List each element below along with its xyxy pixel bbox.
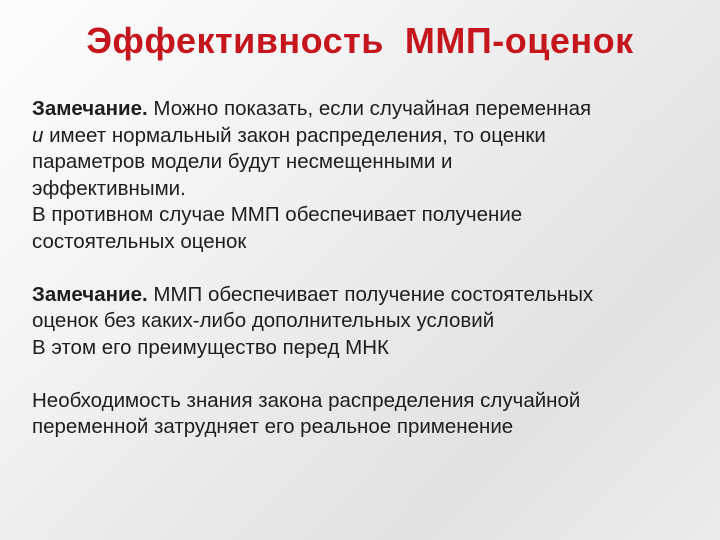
text-line: параметров модели будут несмещенными и xyxy=(32,150,453,173)
remark-paragraph-2 xyxy=(32,282,702,362)
remark-paragraph-1 xyxy=(32,96,702,255)
text-fragment: ММП обеспечивает получение состоятельных xyxy=(147,282,594,306)
text-line: Необходимость знания закона распределения случайной xyxy=(32,388,581,412)
text-fragment: Можно показать, если случайная переменная xyxy=(147,97,592,120)
slide-content xyxy=(32,96,702,441)
slide-title: Эффективность ММП-оценок xyxy=(86,20,634,61)
text-line: состоятельных оценок xyxy=(32,229,247,253)
text-line: В противном случае ММП обеспечивает получение xyxy=(32,203,523,226)
text-fragment: имеет нормальный закон распределения, то оценки xyxy=(43,123,546,147)
text-line xyxy=(32,123,702,150)
remark-label: Замечание. xyxy=(32,282,148,306)
paragraph-gap xyxy=(32,361,702,388)
paragraph-gap xyxy=(32,255,702,282)
variable-u: u xyxy=(32,123,44,147)
text-line xyxy=(32,282,702,309)
text-line: эффективными. xyxy=(32,176,186,200)
conclusion-paragraph xyxy=(32,388,702,441)
text-line: оценок без каких-либо дополнительных условий xyxy=(32,309,495,332)
text-line: переменной затрудняет его реальное применение xyxy=(32,415,514,438)
text-line xyxy=(32,96,702,123)
text-line: В этом его преимущество перед МНК xyxy=(32,335,389,359)
remark-label: Замечание. xyxy=(32,97,148,120)
